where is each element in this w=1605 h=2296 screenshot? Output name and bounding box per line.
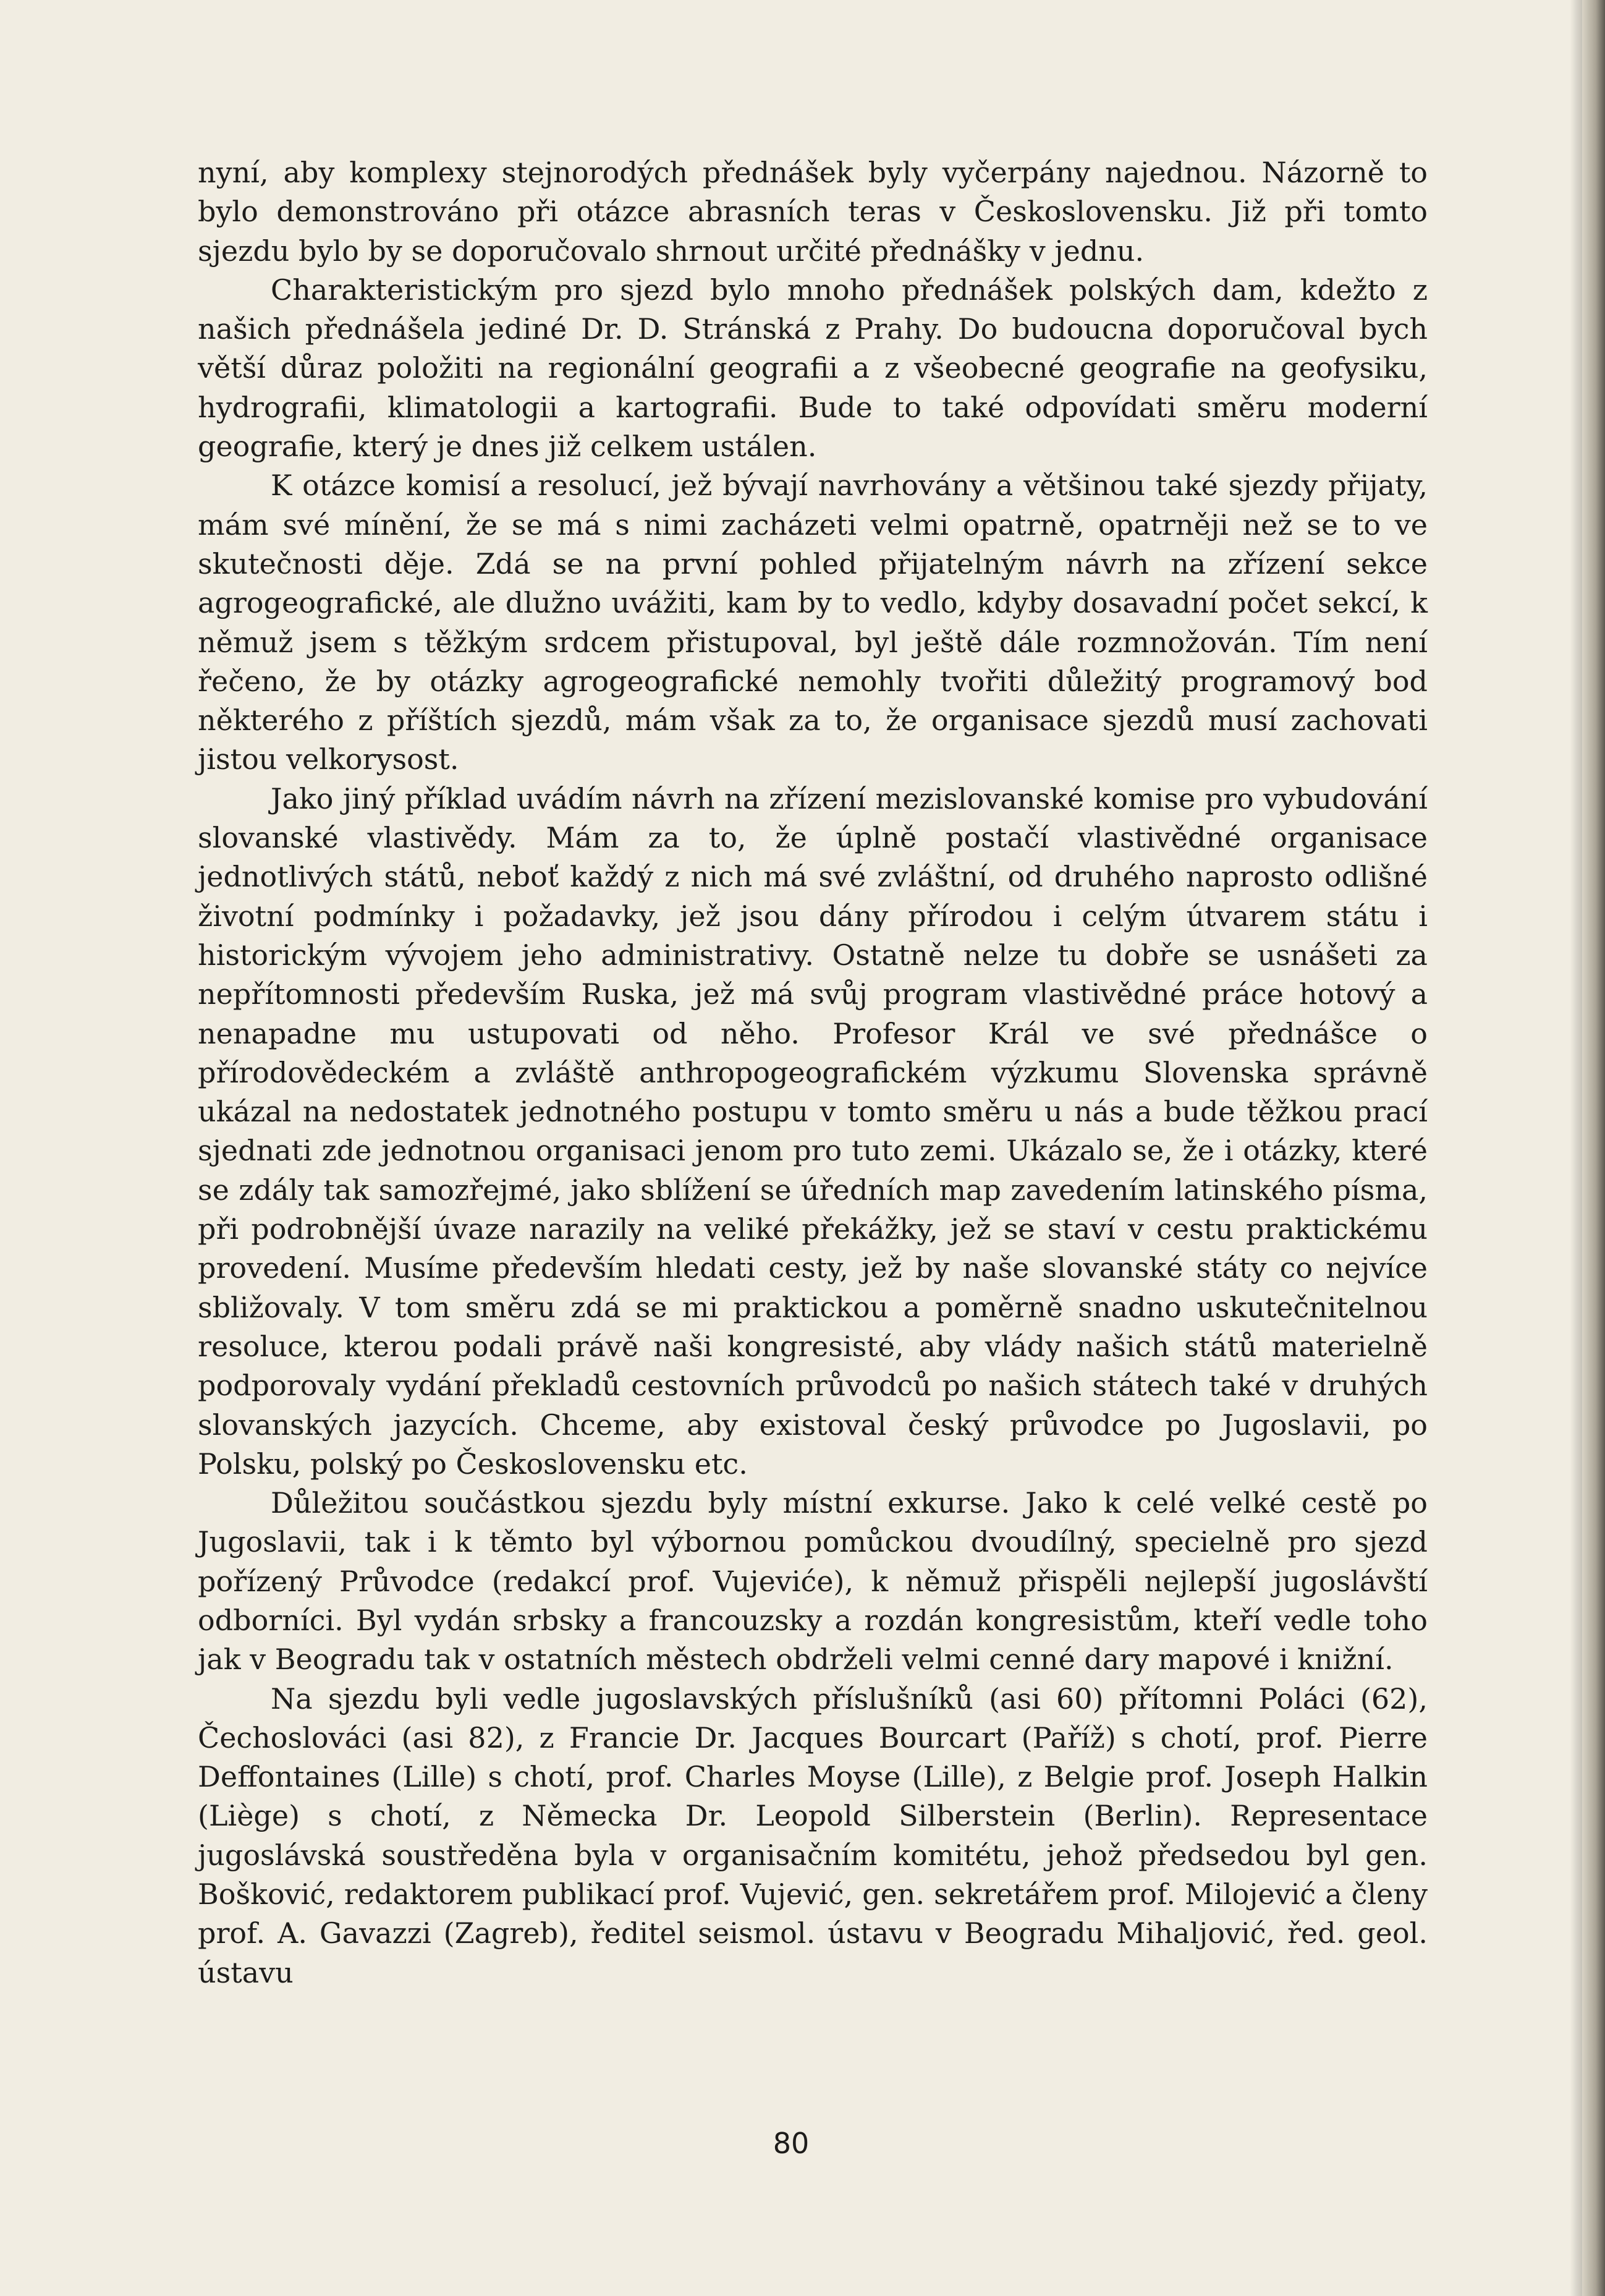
- book-edge: [1582, 0, 1605, 2296]
- page-number: 80: [773, 2127, 810, 2160]
- paragraph-3: K otázce komisí a resolucí, jež bývají navrhovány a většinou také sjezdy přijaty, mám své mínění, že se má s nimi zacházeti velmi opatrně, opatrněji než se to ve skutečnosti děje. Zdá se na první pohled přijatelným návrh na zřízení sekce agrogeografické, ale dlužno uvážiti, kam by to vedlo, kdyby dosavadní počet sekcí, k němuž jsem s těžkým srdcem přistupoval, byl ještě dále rozmnožován. Tím není řečeno, že by otázky agrogeografické nemohly tvořiti důležitý programový bod některého z příštích sjezdů, mám však za to, že organisace sjezdů musí zachovati jistou velkorysost.: [198, 469, 1428, 776]
- page-shadow: [1570, 0, 1582, 2296]
- paragraph-4: Jako jiný příklad uvádím návrh na zřízení mezislovanské komise pro vybudování slovanské vlastivědy. Mám za to, že úplně postačí vlastivědné organisace jednotlivých států, neboť každý z nich má své zvláštní, od druhého naprosto odlišné životní podmínky i požadavky, jež jsou dány přírodou i celým útvarem státu i historickým vývojem jeho administrativy. Ostatně nelze tu dobře se usnášeti za nepřítomnosti především Ruska, jež má svůj program vlastivědné práce hotový a nenapadne mu ustupovati od něho. Profesor Král ve své přednášce o přírodovědeckém a zvláště anthropogeografickém výzkumu Slovenska správně ukázal na nedostatek jednotného postupu v tomto směru u nás a bude těžkou prací sjednati zde jednotnou organisaci jenom pro tuto zemi. Ukázalo se, že i otázky, které se zdály tak samozřejmé, jako sblížení se úředních map zavedením latinského písma, při podrobnější úvaze narazily na veliké překážky, jež se staví v cestu praktickému provedení. Musíme především hledati cesty, jež by naše slovanské státy co nejvíce sbližovaly. V tom směru zdá se mi praktickou a poměrně snadno uskutečnitelnou resoluce, kterou podali právě naši kongresisté, aby vlády našich států materielně podporovaly vydání překladů cestovních průvodců po našich státech také v druhých slovanských jazycích. Chceme, aby existoval český průvodce po Jugoslavii, po Polsku, polský po Československu etc.: [198, 781, 1428, 1481]
- paragraph-1: nyní, aby komplexy stejnorodých přednášek byly vyčerpány najednou. Názorně to bylo demonstrováno při otázce abrasních teras v Československu. Již při tomto sjezdu bylo by se doporučovalo shrnout určité přednášky v jednu.: [198, 156, 1428, 268]
- body-text: [198, 153, 1428, 1992]
- paragraph-5: Důležitou součástkou sjezdu byly místní exkurse. Jako k celé velké cestě po Jugoslavii, tak i k těmto byl výbornou pomůckou dvoudílný, specielně pro sjezd pořízený Průvodce (redakcí prof. Vujeviće), k němuž přispěli nejlepší jugoslávští odborníci. Byl vydán srbsky a francouzsky a rozdán kongresistům, kteří vedle toho jak v Beogradu tak v ostatních městech obdrželi velmi cenné dary mapové i knižní.: [198, 1486, 1428, 1677]
- paragraph-6: Na sjezdu byli vedle jugoslavských příslušníků (asi 60) přítomni Poláci (62), Čechoslováci (asi 82), z Francie Dr. Jacques Bourcart (Paříž) s chotí, prof. Pierre Deffontaines (Lille) s chotí, prof. Charles Moyse (Lille), z Belgie prof. Joseph Halkin (Liège) s chotí, z Německa Dr. Leopold Silberstein (Berlin). Representace jugoslávská soustředěna byla v organisačním komitétu, jehož předsedou byl gen. Bošković, redaktorem publikací prof. Vujević, gen. sekretářem prof. Milojević a členy prof. A. Gavazzi (Zagreb), ředitel seismol. ústavu v Beogradu Mihaljović, řed. geol. ústavu: [198, 1682, 1428, 1989]
- paragraph-2: Charakteristickým pro sjezd bylo mnoho přednášek polských dam, kdežto z našich přednášela jediné Dr. D. Stránská z Prahy. Do budoucna doporučoval bych větší důraz položiti na regionální geografii a z všeobecné geografie na geofysiku, hydrografii, klimatologii a kartografii. Bude to také odpovídati směru moderní geografie, který je dnes již celkem ustálen.: [198, 273, 1428, 464]
